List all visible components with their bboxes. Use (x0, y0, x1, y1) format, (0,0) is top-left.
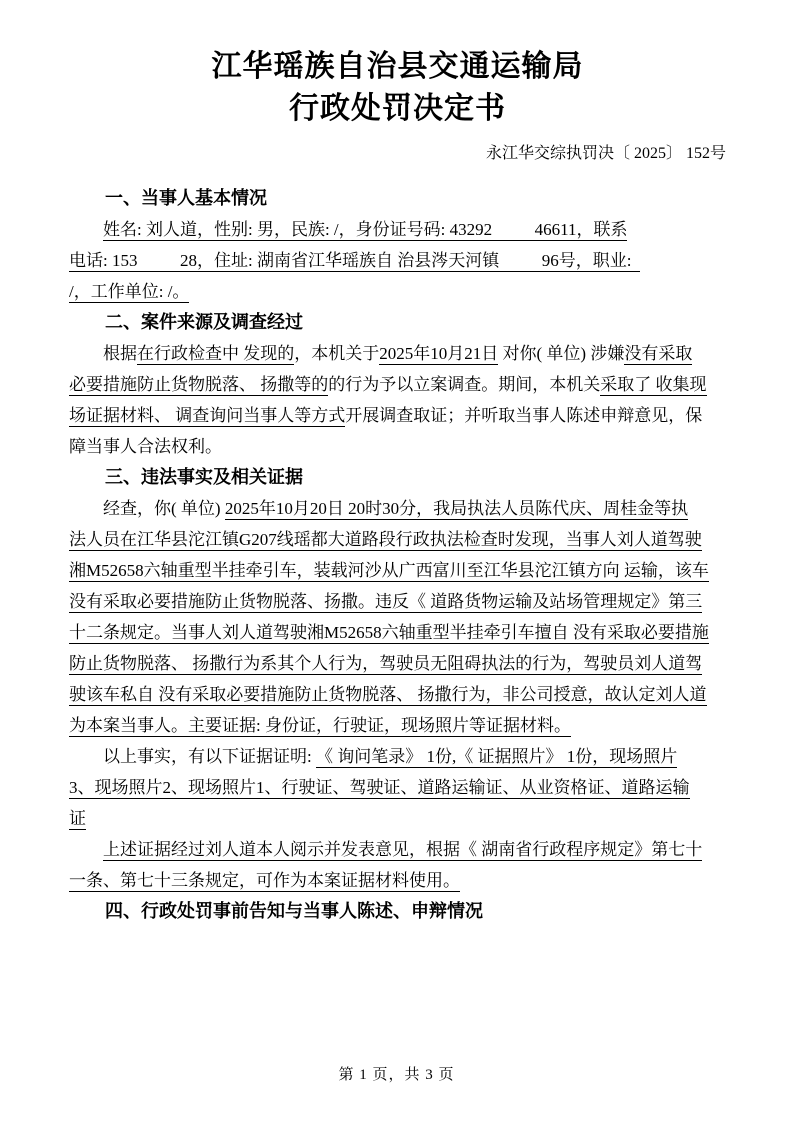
facts-line-7 (69, 679, 726, 710)
facts-line-8 (69, 710, 726, 741)
text-segment-underlined: 一条、第七十三条规定，可作为本案证据材料使用。 (69, 871, 460, 890)
evidence-line-1 (69, 741, 726, 772)
facts-line-6 (69, 648, 726, 679)
text-segment-underlined: 场证据材料、 调查询问当事人等方式 (69, 406, 346, 425)
party-info-line-3 (69, 276, 726, 307)
facts-line-3 (69, 555, 726, 586)
text-segment-underlined: 没有采取 (624, 344, 693, 363)
text-segment-underlined: 在行政检查中 发现的 (137, 344, 295, 363)
section-1-heading: 一、当事人基本情况 (105, 188, 267, 208)
text-segment: ，本机关于 (294, 344, 380, 363)
text-segment-underlined: 2025年10月21日 (379, 344, 499, 363)
party-name-id-text: 姓名: 刘人道，性别: 男，民族: /，身份证号码: 43292 46611，联系 (103, 220, 628, 239)
text-segment-underlined: 为本案当事人。主要证据: 身份证，行驶证，现场照片等证据材料。 (69, 716, 571, 735)
document-title-line2: 行政处罚决定书 (289, 92, 506, 125)
text-segment: 对你( 单位) 涉嫌 (498, 344, 625, 363)
page-number: 第 1 页，共 3 页 (338, 1067, 455, 1083)
facts-line-4 (69, 586, 726, 617)
case-source-line-4 (69, 431, 726, 462)
document-body (69, 183, 726, 927)
text-segment-underlined: 采取了 收集现 (600, 375, 707, 394)
text-segment-underlined: 3、现场照片2、现场照片1、行驶证、驾驶证、道路运输证、从业资格证、道路运输 (69, 778, 690, 797)
section-2-heading: 二、案件来源及调查经过 (105, 312, 303, 332)
text-segment: 根据 (103, 344, 137, 363)
evidence-line-2 (69, 772, 726, 803)
document-title-line1: 江华瑶族自治县交通运输局 (211, 50, 584, 83)
evidence-review-line-1 (69, 834, 726, 865)
evidence-line-3 (69, 803, 726, 834)
text-segment: 经查，你( 单位) (103, 499, 225, 518)
section-4-heading: 四、行政处罚事前告知与当事人陈述、申辩情况 (105, 901, 483, 921)
evidence-review-line-2 (69, 865, 726, 896)
text-segment-underlined: 防止货物脱落、 扬撒行为系其个人行为，驾驶员无阻碍执法的行为，驾驶员刘人道驾 (69, 654, 703, 673)
text-segment: 的行为予以立案调查。期间，本机关 (328, 375, 601, 394)
facts-line-2 (69, 524, 726, 555)
facts-line-1 (69, 493, 726, 524)
text-segment-underlined: 驶该车私自 没有采取必要措施防止货物脱落、 扬撒行为，非公司授意，故认定刘人道 (69, 685, 707, 704)
text-segment-underlined: 《 询问笔录》 1份,《 证据照片》 1份，现场照片 (315, 747, 678, 766)
facts-line-5 (69, 617, 726, 648)
section-3-heading: 三、违法事实及相关证据 (105, 467, 303, 487)
text-segment-underlined: 上述证据经过刘人道本人阅示并发表意见，根据《 湖南省行政程序规定》第七十 (103, 840, 703, 859)
text-segment-underlined: 没有采取必要措施防止货物脱落、扬撒。违反《 道路货物运输及站场管理规定》第三 (69, 592, 703, 611)
text-segment: 开展调查取证；并听取当事人陈述申辩意见，保 (345, 406, 703, 425)
case-source-line-1 (69, 338, 726, 369)
text-segment-underlined: 法人员在江华县沱江镇G207线瑶都大道路段行政执法检查时发现，当事人刘人道驾驶 (69, 530, 702, 549)
text-segment-underlined: 十二条规定。当事人刘人道驾驶湘M52658六轴重型半挂牵引车擅自 没有采取必要措施 (69, 623, 709, 642)
text-segment: 障当事人合法权利。 (69, 437, 222, 456)
party-info-line-1 (69, 214, 726, 245)
text-segment-underlined: 证 (69, 809, 86, 828)
text-segment-underlined: 2025年10月20日 20时30分，我局执法人员陈代庆、周桂金等执 (224, 499, 689, 518)
text-segment: 以上事实，有以下证据证明: (103, 747, 316, 766)
text-segment-underlined: 必要措施防止货物脱落、 扬撒等的 (69, 375, 329, 394)
document-number: 永江华交综执罚决〔 2025〕 152号 (485, 145, 726, 162)
case-source-line-3 (69, 400, 726, 431)
party-info-line-2 (69, 245, 726, 276)
party-phone-address-text: 电话: 153 28，住址: 湖南省江华瑶族自 治县涔天河镇 96号，职业: (69, 251, 640, 270)
case-source-line-2 (69, 369, 726, 400)
text-segment-underlined: 湘M52658六轴重型半挂牵引车，装载河沙从广西富川至江华县沱江镇方向 运输，该车 (69, 561, 709, 580)
party-workunit-text: /，工作单位: /。 (69, 282, 190, 301)
